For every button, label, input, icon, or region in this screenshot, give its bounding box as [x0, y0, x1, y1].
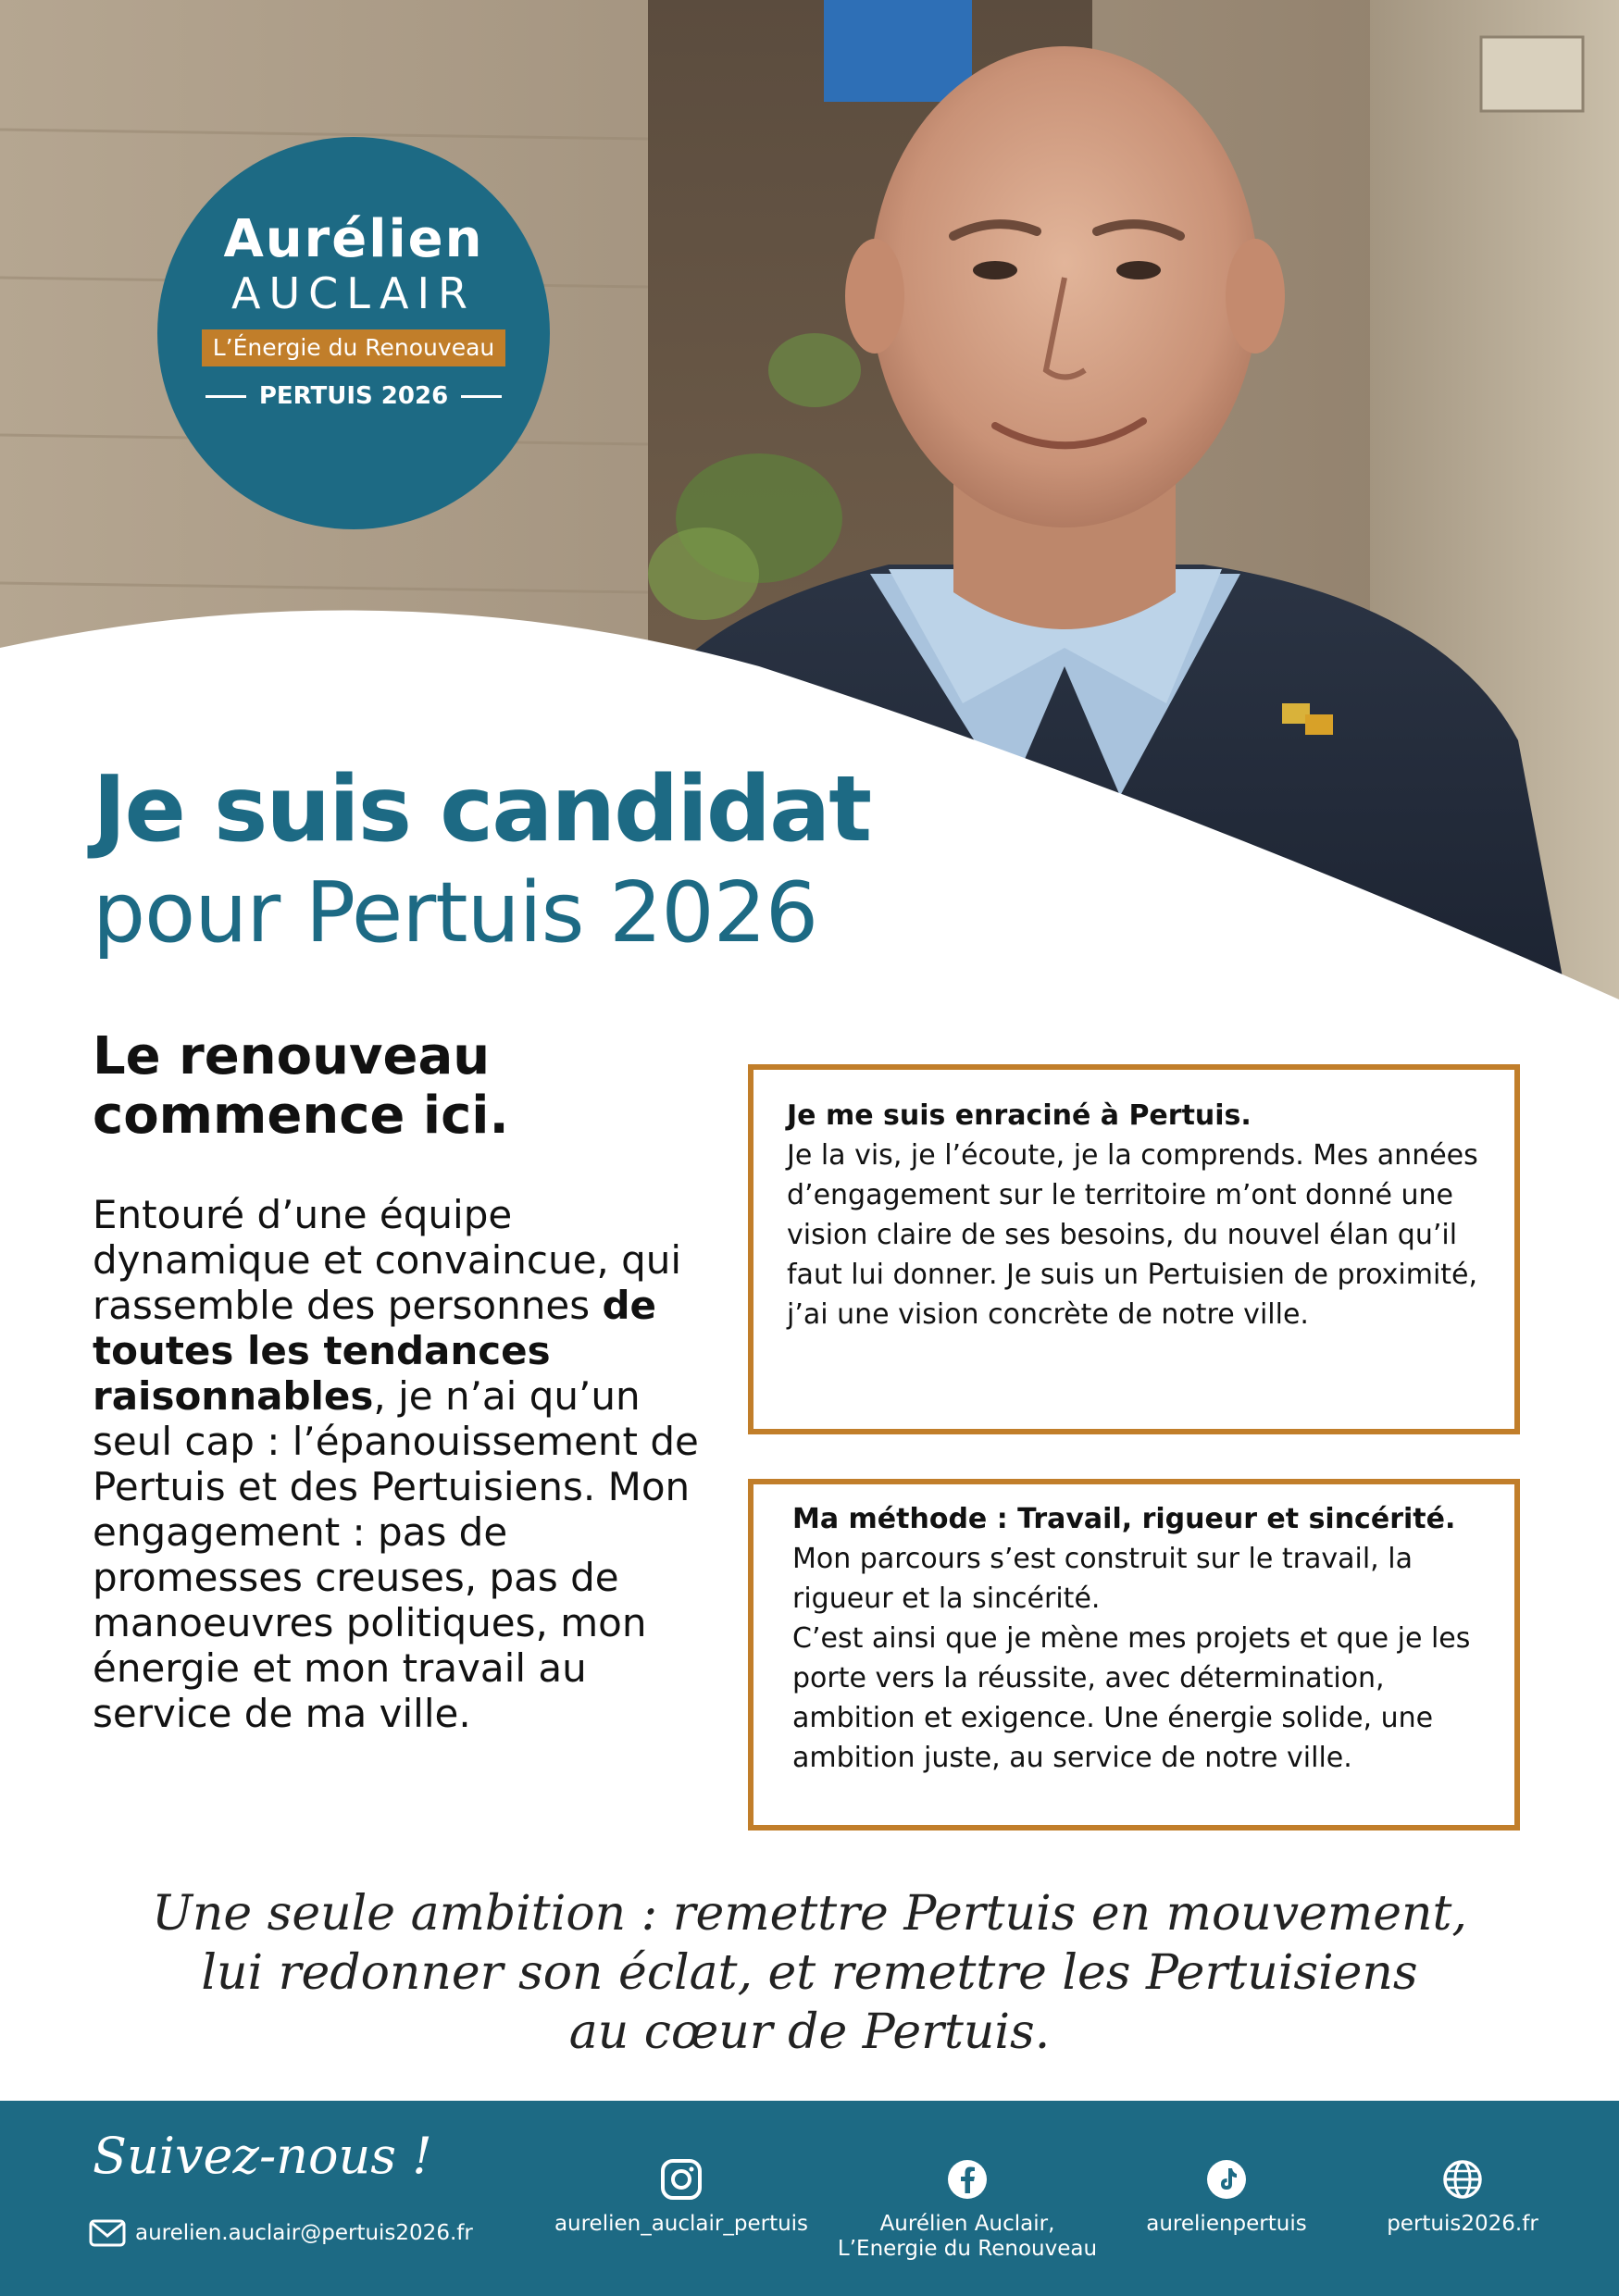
facebook-icon: [946, 2158, 989, 2201]
quote-line1: Une seule ambition : remettre Pertuis en mouvement,: [152, 1886, 1467, 1942]
lead-bold: de toutes les tendances raisonnables: [93, 1283, 656, 1419]
logo-tagline: L’Énergie du Renouveau: [202, 329, 506, 366]
title-line2: pour Pertuis 2026: [93, 864, 818, 962]
logo-last-name: AUCLAIR: [231, 268, 476, 318]
instagram-link[interactable]: [542, 2158, 820, 2237]
campaign-logo: [157, 137, 550, 529]
slogan-line2: commence ici.: [93, 1086, 509, 1146]
dash-left: [205, 395, 246, 398]
lead-part1: Entouré d’une équipe dynamique et convaincue, qui rassemble des personnes: [93, 1192, 682, 1328]
title-line1: Je suis candidat: [93, 757, 871, 863]
logo-city-text: PERTUIS 2026: [258, 382, 449, 410]
box1-text: Je la vis, je l’écoute, je la comprends. Mes années d’engagement sur le territoire m’ont donné une vision claire de ses besoins, du nouvel élan qu’il faut lui donner. Je suis un Pertuisien de proximité, j’ai une vision concrète de notre ville.: [787, 1139, 1478, 1331]
box-rooted: [748, 1064, 1520, 1434]
lead-part2: , je n’ai qu’un seul cap : l’épanouissement de Pertuis et des Pertuisiens. Mon engagement : pas de promesses creuses, pas de manoeuvres politiques, mon énergie et mon travail au service de ma ville.: [93, 1373, 699, 1736]
website-url: pertuis2026.fr: [1387, 2212, 1538, 2236]
lead-paragraph: [93, 1192, 722, 1736]
box2-text1: Mon parcours s’est construit sur le travail, la rigueur et la sincérité.: [792, 1543, 1413, 1615]
logo-city-year: [157, 381, 550, 411]
box1-heading: Je me suis enraciné à Pertuis.: [787, 1099, 1252, 1132]
follow-us-heading: Suivez-nous !: [93, 2127, 432, 2185]
slogan-heading: [93, 1027, 685, 1146]
quote-line2: lui redonner son éclat, et remettre les Pertuisiens: [201, 1945, 1418, 2001]
tiktok-handle: aurelienpertuis: [1146, 2212, 1307, 2236]
quote-line3: au cœur de Pertuis.: [568, 2004, 1051, 2060]
ambition-quote: [56, 1884, 1563, 2062]
box-method: [748, 1479, 1520, 1831]
instagram-handle: aurelien_auclair_pertuis: [554, 2212, 809, 2236]
box2-heading: Ma méthode : Travail, rigueur et sincérité.: [792, 1503, 1456, 1535]
facebook-link[interactable]: [828, 2158, 1106, 2262]
dash-right: [461, 395, 502, 398]
slogan-line1: Le renouveau: [93, 1026, 491, 1086]
instagram-icon: [660, 2158, 703, 2201]
email-link[interactable]: [89, 2219, 473, 2247]
globe-icon: [1441, 2158, 1484, 2201]
footer-bar: [0, 2101, 1619, 2296]
facebook-line1: Aurélien Auclair,: [879, 2212, 1055, 2236]
mail-icon: [89, 2219, 126, 2247]
tiktok-icon: [1205, 2158, 1248, 2201]
facebook-line2: L’Energie du Renouveau: [837, 2237, 1098, 2261]
logo-first-name: Aurélien: [223, 209, 484, 269]
website-link[interactable]: [1324, 2158, 1601, 2237]
email-text: aurelien.auclair@pertuis2026.fr: [135, 2221, 473, 2245]
box2-text2: C’est ainsi que je mène mes projets et que je les porte vers la réussite, avec détermination, ambition et exigence. Une énergie solide, une ambition juste, au service de notre ville.: [792, 1622, 1471, 1774]
